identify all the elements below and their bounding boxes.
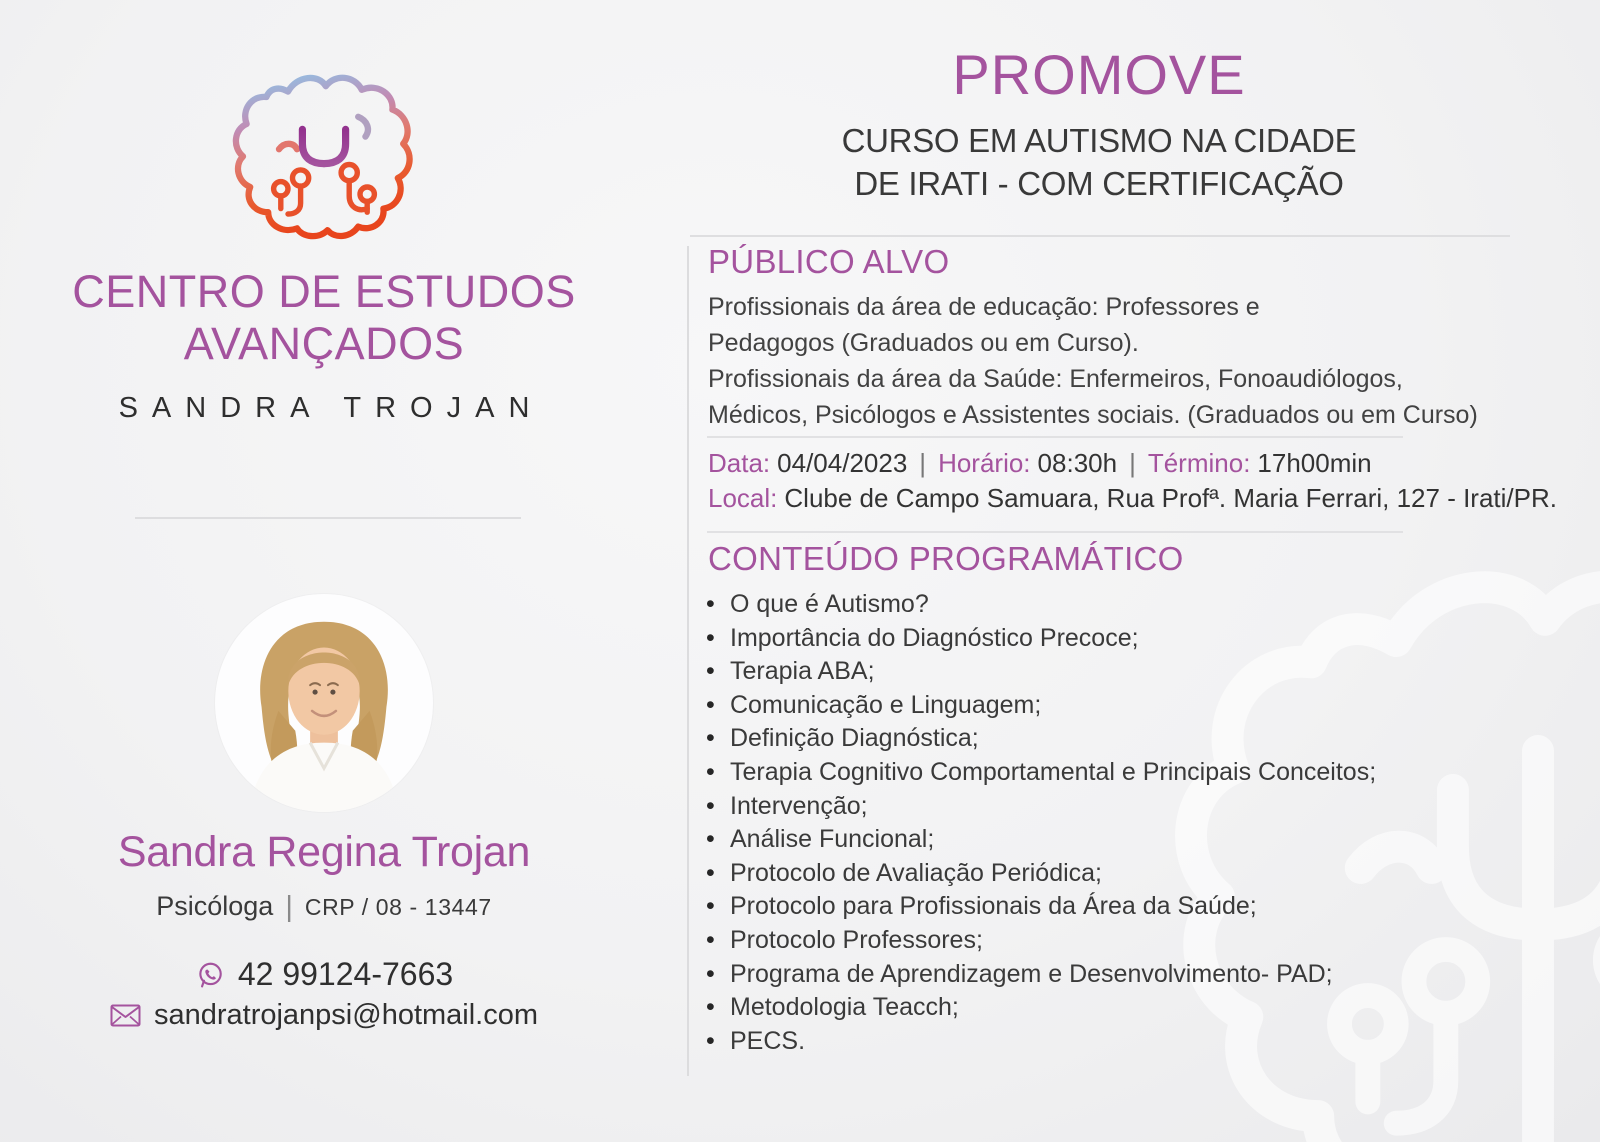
publico-heading: PÚBLICO ALVO xyxy=(708,243,950,280)
vertical-divider xyxy=(687,246,689,1076)
publico-line: Pedagogos (Graduados ou em Curso). xyxy=(708,329,1139,357)
program-item xyxy=(706,1025,1376,1059)
profile-crp: CRP / 08 - 13447 xyxy=(304,894,492,920)
profile-title: Psicóloga xyxy=(156,891,274,921)
program-item xyxy=(706,857,1376,891)
program-item-text: Protocolo de Avaliação Periódica; xyxy=(730,858,1102,887)
program-item xyxy=(706,588,1376,622)
profile-name: Sandra Regina Trojan xyxy=(117,828,531,876)
divider-below-schedule xyxy=(707,531,1403,533)
location-row xyxy=(708,483,1557,514)
publico-text xyxy=(708,289,1498,433)
bullet-icon: • xyxy=(706,959,715,988)
date-value: 04/04/2023 xyxy=(777,448,908,478)
divider-under-title xyxy=(690,235,1510,237)
email-icon xyxy=(110,1004,141,1027)
publico-line: Médicos, Psicólogos e Assistentes sociais. (Graduados ou em Curso) xyxy=(708,401,1478,429)
avatar xyxy=(215,594,433,812)
program-item-text: PECS. xyxy=(730,1026,806,1055)
program-item-text: Terapia ABA; xyxy=(730,657,875,686)
promove-title: PROMOVE xyxy=(952,43,1246,106)
publico-line: Profissionais da área de educação: Professores e xyxy=(708,293,1260,321)
schedule-separator: | xyxy=(919,448,927,478)
location-label: Local: xyxy=(708,483,778,513)
program-item-text: Terapia Cognitivo Comportamental e Principais Conceitos; xyxy=(730,757,1377,786)
program-heading: CONTEÚDO PROGRAMÁTICO xyxy=(708,540,1184,577)
program-item xyxy=(706,958,1376,992)
bullet-icon: • xyxy=(706,892,715,921)
bullet-icon: • xyxy=(706,724,715,753)
program-item-text: Definição Diagnóstica; xyxy=(730,724,979,753)
program-item-text: O que é Autismo? xyxy=(730,590,929,618)
schedule-row xyxy=(708,448,1372,479)
email-address: sandratrojanpsi@hotmail.com xyxy=(153,999,539,1031)
program-item-text: Intervenção; xyxy=(730,791,868,820)
program-item xyxy=(706,689,1376,723)
date-label: Data: xyxy=(708,448,771,478)
bullet-icon: • xyxy=(706,825,715,854)
bullet-icon: • xyxy=(706,690,715,719)
program-item xyxy=(706,991,1376,1025)
bullet-icon: • xyxy=(706,925,715,954)
program-item xyxy=(706,890,1376,924)
phone-link[interactable] xyxy=(0,956,648,993)
left-column xyxy=(0,0,648,1142)
program-item-text: Análise Funcional; xyxy=(730,825,935,854)
org-name xyxy=(0,266,648,370)
bullet-icon: • xyxy=(706,590,715,618)
program-item-text: Comunicação e Linguagem; xyxy=(730,690,1042,719)
program-item-text: Protocolo Professores; xyxy=(730,925,983,954)
course-title-line2: DE IRATI - COM CERTIFICAÇÃO xyxy=(854,165,1344,202)
program-item-text: Protocolo para Profissionais da Área da Saúde; xyxy=(730,892,1257,921)
program-item-text: Programa de Aprendizagem e Desenvolvimento- PAD; xyxy=(730,959,1333,988)
whatsapp-icon xyxy=(195,960,225,990)
bullet-icon: • xyxy=(706,858,715,887)
program-item xyxy=(706,823,1376,857)
program-item xyxy=(706,722,1376,756)
program-list xyxy=(706,588,1376,1058)
publico-line: Profissionais da área da Saúde: Enfermeiros, Fonoaudiólogos, xyxy=(708,365,1403,393)
start-time-value: 08:30h xyxy=(1037,448,1118,478)
bullet-icon: • xyxy=(706,757,715,786)
program-item xyxy=(706,924,1376,958)
end-time-value: 17h00min xyxy=(1257,448,1372,478)
org-name-line1: CENTRO DE ESTUDOS xyxy=(72,266,576,317)
email-link[interactable] xyxy=(0,999,648,1032)
program-item xyxy=(706,622,1376,656)
program-item xyxy=(706,655,1376,689)
bullet-icon: • xyxy=(706,993,715,1022)
program-item-text: Metodologia Teacch; xyxy=(730,993,959,1022)
brand-person-name: SANDRA TROJAN xyxy=(118,392,544,424)
profile-credentials xyxy=(0,891,648,924)
course-title-line1: CURSO EM AUTISMO NA CIDADE xyxy=(841,122,1357,159)
bullet-icon: • xyxy=(706,1026,715,1055)
schedule-separator: | xyxy=(1129,448,1136,478)
bullet-icon: • xyxy=(706,657,715,686)
left-divider xyxy=(135,517,521,519)
program-item xyxy=(706,756,1376,790)
location-value: Clube de Campo Samuara, Rua Profª. Maria Ferrari, 127 - Irati/PR. xyxy=(784,483,1557,513)
credentials-separator: | xyxy=(285,891,293,923)
divider-above-schedule xyxy=(707,436,1403,438)
org-name-line2: AVANÇADOS xyxy=(183,318,465,369)
brain-psi-logo-icon xyxy=(218,70,430,250)
bullet-icon: • xyxy=(706,623,715,652)
phone-number: 42 99124-7663 xyxy=(237,956,454,992)
start-time-label: Horário: xyxy=(938,448,1031,478)
bullet-icon: • xyxy=(706,791,715,820)
course-title xyxy=(688,119,1510,205)
program-item-text: Importância do Diagnóstico Precoce; xyxy=(730,623,1139,652)
program-item xyxy=(706,790,1376,824)
end-time-label: Término: xyxy=(1147,448,1251,478)
